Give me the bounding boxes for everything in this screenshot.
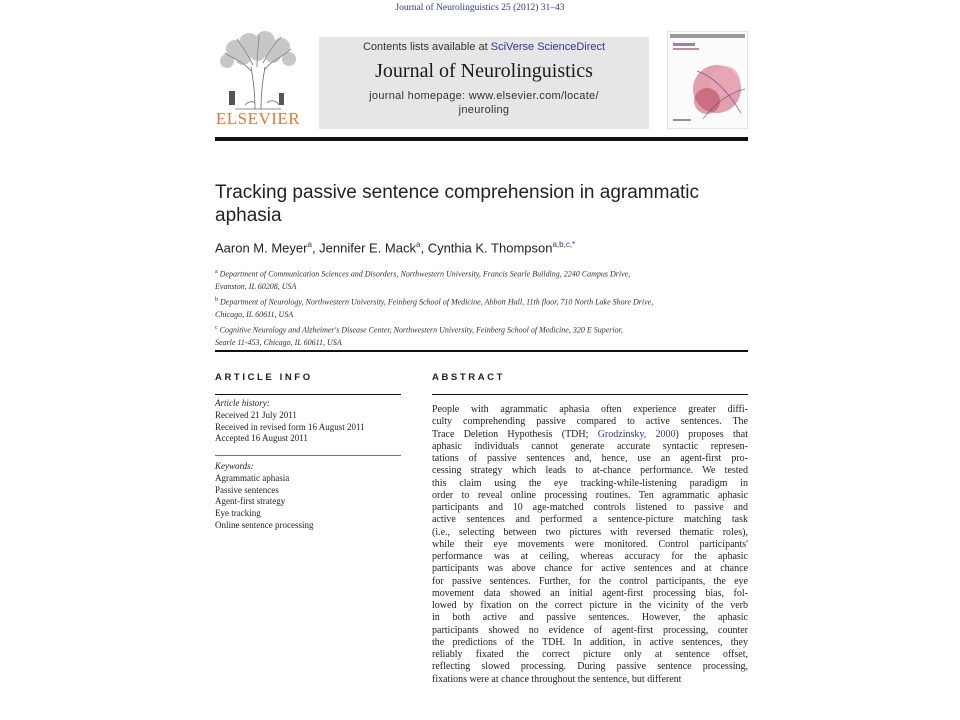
journal-citation-link[interactable]: Journal of Neurolinguistics 25 (2012) 31–43 bbox=[395, 3, 565, 13]
affiliation-mark: b bbox=[215, 297, 218, 304]
affiliation-mark: c bbox=[215, 325, 218, 332]
elsevier-tree-icon bbox=[215, 31, 301, 113]
homepage-line-2[interactable]: jneuroling bbox=[458, 104, 510, 116]
abstract-rule bbox=[432, 394, 748, 395]
affiliation-text: Cognitive Neurology and Alzheimer's Disease Center, Northwestern University, Feinberg School of Medicine, 320 E Superior, bbox=[219, 325, 623, 335]
abstract-line: movement data showed an initial agent-first processing bias, fol- bbox=[432, 587, 748, 599]
abstract-line: for passive sentences. Further, for the control participants, the eye bbox=[432, 575, 748, 587]
journal-citation[interactable] bbox=[0, 3, 960, 13]
abstract-line: lowed by fixation on the correct picture in the vicinity of the verb bbox=[432, 600, 748, 611]
abstract-line: fixations were at chance throughout the sentence, but different bbox=[432, 673, 682, 685]
abstract-line: tations of passive sentences and, hence, use an agent-first pro- bbox=[432, 453, 748, 464]
affiliation-text: Department of Communication Sciences and Disorders, Northwestern University, Francis Searle Building, 2240 Campus Drive, bbox=[219, 269, 631, 279]
abstract-line: cessing strategy which leads to at-chance performance. We tested bbox=[432, 465, 748, 477]
author-affiliation-mark[interactable]: a bbox=[416, 240, 421, 249]
author-separator: , bbox=[311, 240, 320, 256]
affiliations bbox=[215, 266, 748, 350]
article-history-label: Article history: bbox=[215, 398, 270, 408]
affiliation-divider bbox=[215, 350, 748, 352]
reference-link[interactable]: Grodzinsky, 2000 bbox=[597, 428, 676, 440]
article-info-rule bbox=[215, 394, 401, 395]
received-date: Received 21 July 2011 bbox=[215, 409, 297, 420]
affiliation-text: Department of Neurology, Northwestern University, Feinberg School of Medicine, Abbott Hall, 11th floor, 710 North Lake Shore Drive, bbox=[220, 297, 654, 307]
author-affiliation-mark[interactable] bbox=[552, 240, 575, 249]
author-name[interactable]: Jennifer E. Mack bbox=[319, 240, 416, 256]
journal-banner bbox=[319, 37, 649, 129]
abstract-line: the predictions of the TDH. In addition, in active sentences, they bbox=[432, 636, 748, 648]
abstract-line: (i.e., selecting between two pictures with reversed thematic roles), bbox=[432, 526, 748, 538]
keywords-rule bbox=[215, 455, 401, 456]
keyword: Online sentence processing bbox=[215, 519, 314, 530]
keyword: Eye tracking bbox=[215, 508, 261, 519]
journal-cover-image bbox=[667, 31, 748, 129]
affiliation bbox=[215, 294, 748, 322]
sciencedirect-link[interactable]: SciVerse ScienceDirect bbox=[490, 41, 606, 53]
abstract-heading: ABSTRACT bbox=[432, 372, 506, 383]
abstract-line: participants was above chance for active sentences and at chance bbox=[432, 563, 748, 575]
revised-date: Received in revised form 16 August 2011 bbox=[215, 421, 365, 432]
abstract-line: Trace Deletion Hypothesis (TDH; Grodzinsky, 2000) proposes that bbox=[432, 428, 748, 440]
keyword: Passive sentences bbox=[215, 484, 279, 495]
journal-homepage[interactable] bbox=[319, 89, 649, 117]
author-list bbox=[215, 240, 748, 255]
abstract-line: participants and 10 age-matched controls listened to passive and bbox=[432, 502, 748, 513]
author-affiliation-letters[interactable]: a,b,c, bbox=[552, 240, 573, 249]
abstract-line: People with agrammatic aphasia often experience greater diffi- bbox=[432, 404, 748, 415]
article-title-line-2: aphasia bbox=[215, 205, 282, 226]
abstract-line: while their eye movements were monitored. Control participants' bbox=[432, 538, 748, 550]
abstract-text bbox=[432, 404, 748, 686]
article-title bbox=[215, 181, 748, 227]
contents-prefix: Contents lists available at bbox=[362, 41, 488, 53]
abstract-line: active sentences and performed a sentence-picture matching task bbox=[432, 514, 748, 526]
abstract-line: in both active and passive sentences. However, the aphasic bbox=[432, 612, 748, 624]
keywords-block bbox=[215, 461, 401, 532]
abstract-line: reliably fixated the correct picture only at sentence offset, bbox=[432, 649, 748, 660]
abstract-line: performance was at ceiling, whereas accuracy for the aphasic bbox=[432, 551, 748, 562]
abstract-line: this claim using the eye tracking-while-listening paradigm in bbox=[432, 477, 748, 489]
homepage-line-1[interactable]: journal homepage: www.elsevier.com/locate/ bbox=[369, 90, 599, 102]
author-separator: , bbox=[420, 240, 428, 256]
affiliation bbox=[215, 322, 748, 350]
author-name[interactable]: Cynthia K. Thompson bbox=[427, 240, 553, 256]
elsevier-wordmark: ELSEVIER bbox=[215, 109, 301, 128]
author-affiliation-mark[interactable]: a bbox=[307, 240, 312, 249]
affiliation-text: Evanston, IL 60208, USA bbox=[215, 282, 297, 292]
abstract-line: aphasic individuals cannot generate accurate syntactic represen- bbox=[432, 440, 748, 452]
header-divider bbox=[215, 137, 748, 141]
article-history bbox=[215, 398, 401, 445]
elsevier-logo bbox=[215, 31, 301, 129]
affiliation-mark: a bbox=[215, 269, 218, 275]
keyword: Agent-first strategy bbox=[215, 496, 286, 507]
keyword: Agrammatic aphasia bbox=[215, 472, 290, 483]
abstract-line: participants showed no evidence of agent-first processing, counter bbox=[432, 624, 748, 636]
affiliation-text: Searle 11-453, Chicago, IL 60611, USA bbox=[215, 338, 342, 348]
affiliation-text: Chicago, IL 60611, USA bbox=[215, 310, 294, 320]
abstract-line: order to reveal online processing routines. Ten agrammatic aphasic bbox=[432, 489, 748, 501]
article-title-line-1: Tracking passive sentence comprehension in agrammatic bbox=[215, 182, 700, 203]
journal-header bbox=[215, 31, 748, 129]
abstract-line: culty comprehending passive compared to active sentences. The bbox=[432, 416, 748, 428]
affiliation bbox=[215, 266, 748, 294]
accepted-date: Accepted 16 August 2011 bbox=[215, 433, 308, 444]
contents-line bbox=[319, 41, 649, 53]
journal-name: Journal of Neurolinguistics bbox=[375, 60, 593, 82]
abstract-line: reflecting slowed processing. During passive sentence processing, bbox=[432, 661, 748, 673]
article-info-heading: ARTICLE INFO bbox=[215, 372, 313, 383]
corresponding-author-mark[interactable]: * bbox=[572, 240, 576, 249]
author-name[interactable]: Aaron M. Meyer bbox=[215, 240, 308, 256]
keywords-label: Keywords: bbox=[215, 461, 254, 471]
